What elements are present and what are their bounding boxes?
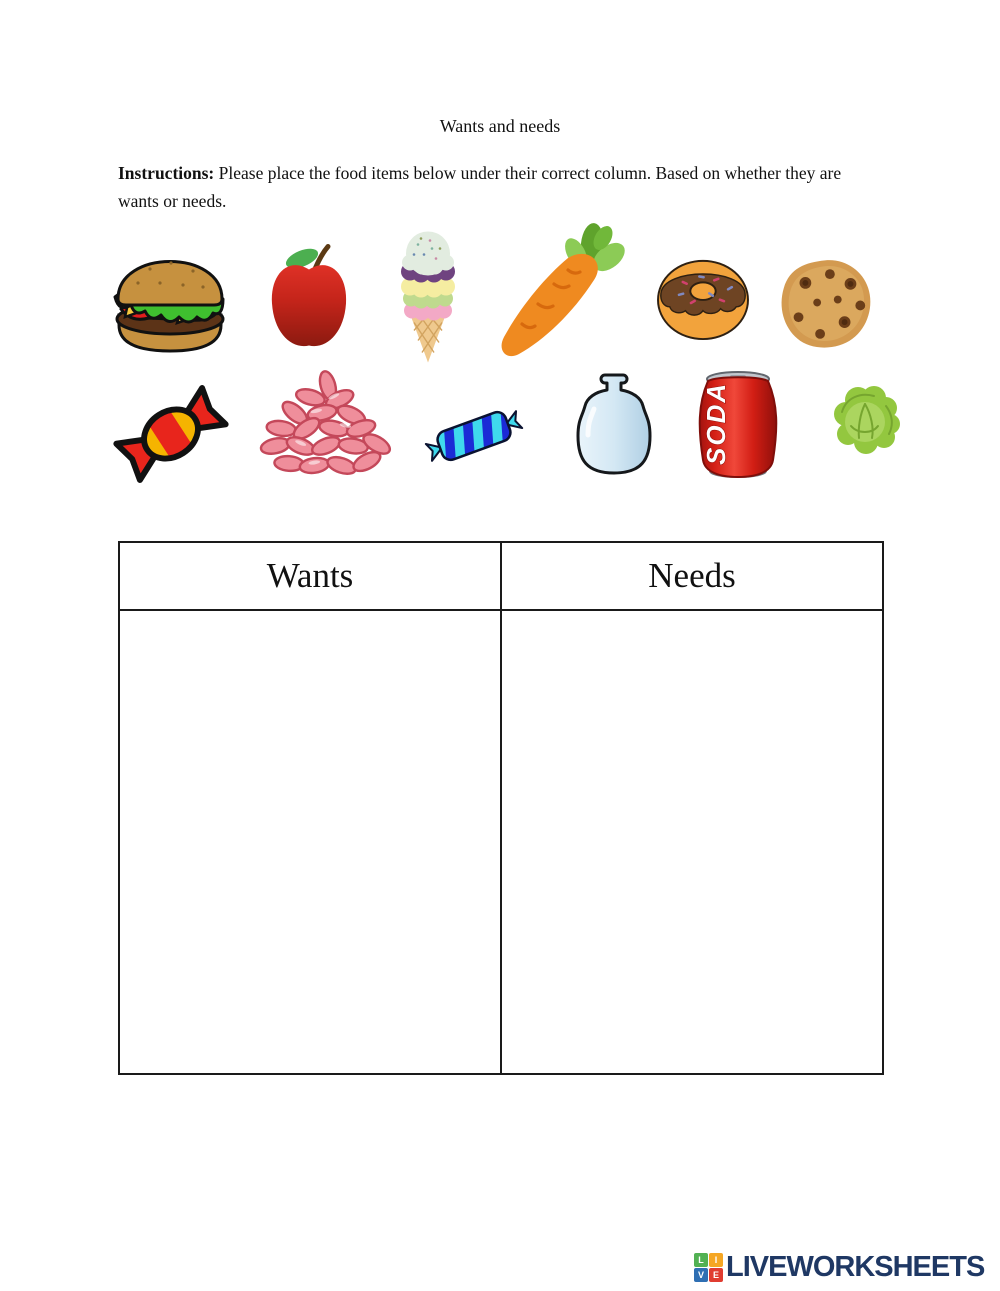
food-item-carrot[interactable] <box>492 222 632 362</box>
table-body-row <box>120 611 882 1073</box>
logo-square-l: L <box>694 1253 708 1267</box>
food-item-water-jug[interactable] <box>574 371 654 477</box>
soda-can-label: SODA <box>701 381 731 465</box>
food-item-soda-can[interactable] <box>688 366 788 480</box>
logo-square-v: V <box>694 1268 708 1282</box>
wants-drop-area[interactable] <box>120 611 502 1073</box>
food-item-cabbage[interactable] <box>826 384 902 454</box>
brand-name: LIVEWORKSHEETS <box>726 1251 985 1283</box>
table-header-needs: Needs <box>648 556 736 595</box>
cookie-icon <box>776 256 874 351</box>
food-item-beans[interactable] <box>256 370 396 482</box>
logo-square-i: I <box>709 1253 723 1267</box>
food-item-blue-candy[interactable] <box>424 392 524 480</box>
water-jug-icon <box>574 371 654 477</box>
food-item-wrapped-candy[interactable] <box>112 375 230 493</box>
carrot-icon <box>492 222 632 362</box>
instructions-label: Instructions: <box>118 163 215 183</box>
food-item-hamburger[interactable] <box>104 237 236 359</box>
food-item-apple[interactable] <box>264 240 354 355</box>
beans-icon <box>256 370 396 482</box>
table-header-wants: Wants <box>120 543 502 609</box>
hamburger-icon <box>104 237 236 359</box>
apple-icon <box>264 240 354 355</box>
needs-drop-area[interactable] <box>502 611 882 1073</box>
food-item-donut[interactable] <box>654 254 752 342</box>
table-header-row <box>120 543 882 611</box>
food-item-cookie[interactable] <box>776 256 874 351</box>
donut-icon <box>654 254 752 342</box>
logo-square-e: E <box>709 1268 723 1282</box>
blue-candy-icon <box>424 392 524 480</box>
instructions <box>118 160 874 215</box>
liveworksheets-logo-icon <box>694 1253 723 1282</box>
food-item-ice-cream[interactable] <box>388 230 468 365</box>
page-title: Wants and needs <box>439 116 561 136</box>
wrapped-candy-icon <box>112 375 230 493</box>
wants-needs-table <box>118 541 884 1075</box>
instructions-text: Please place the food items below under their correct column. Based on whether they are wants or needs. <box>118 163 842 211</box>
cabbage-icon <box>826 384 902 454</box>
liveworksheets-link[interactable] <box>694 1253 984 1282</box>
ice-cream-cone-icon <box>388 230 468 365</box>
soda-can-icon <box>688 366 788 480</box>
